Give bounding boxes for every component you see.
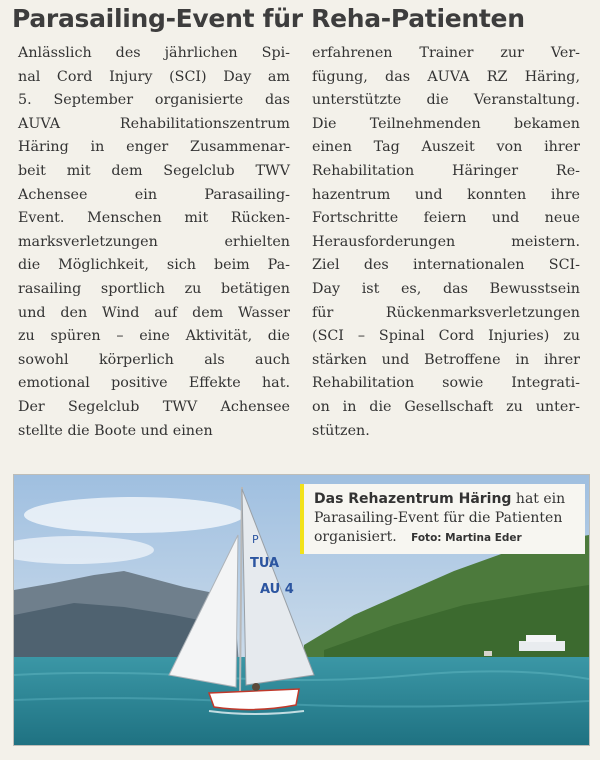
article-text-line: stellte die Boote und einen bbox=[18, 422, 213, 439]
article-text-line: Rehabilitation sowie Integrati- bbox=[312, 375, 580, 392]
article-text-line: emotional positive Effekte hat. bbox=[18, 375, 290, 392]
article-text-line: unterstützte die Veranstaltung. bbox=[312, 92, 580, 109]
article-text-line: und den Wind auf dem Wasser bbox=[18, 304, 290, 321]
article-text-line: marksverletzungen erhielten bbox=[18, 233, 290, 250]
article-text-line: hazentrum und konnten ihre bbox=[312, 186, 580, 203]
article-text-line: Der Segelclub TWV Achensee bbox=[18, 398, 290, 415]
article-text-line: einen Tag Auszeit von ihrer bbox=[312, 139, 580, 156]
article-text-line: AUVA Rehabilitationszentrum bbox=[18, 115, 290, 132]
article-text-line: zu spüren – eine Aktivität, die bbox=[18, 328, 290, 345]
photo-credit: Foto: Martina Eder bbox=[411, 532, 522, 544]
article-text-line: on in die Gesellschaft zu unter- bbox=[312, 398, 580, 415]
cloud bbox=[24, 497, 244, 533]
article-text-line: sowohl körperlich als auch bbox=[18, 351, 290, 368]
sail-letter: P bbox=[252, 533, 259, 546]
article-text-line: Day ist es, das Bewusstsein bbox=[312, 280, 580, 297]
article-text-line: stützen. bbox=[312, 422, 370, 439]
article-text-line: stärken und Betroffene in ihrer bbox=[312, 351, 580, 368]
boat-hull bbox=[209, 689, 299, 710]
article-text-line: Achensee ein Parasailing- bbox=[18, 186, 290, 203]
article-text-line: beit mit dem Segelclub TWV bbox=[18, 162, 290, 179]
article-text-line: Ziel des internationalen SCI- bbox=[312, 257, 580, 274]
article-text-line: rasailing sportlich zu betätigen bbox=[18, 280, 290, 297]
article-column-left bbox=[18, 42, 290, 443]
article-text-line: Die Teilnehmenden bekamen bbox=[312, 115, 580, 132]
photo-caption bbox=[300, 484, 585, 554]
article-text-line: für Rückenmarksverletzungen bbox=[312, 304, 580, 321]
article-text-line: nal Cord Injury (SCI) Day am bbox=[18, 68, 290, 85]
article-text-line: Anlässlich des jährlichen Spi- bbox=[18, 45, 290, 61]
article-text-line: die Möglichkeit, sich beim Pa- bbox=[18, 257, 290, 274]
sailor bbox=[252, 683, 260, 691]
article-column-right bbox=[312, 42, 580, 443]
article-text-line: fügung, das AUVA RZ Häring, bbox=[312, 68, 580, 85]
article-text-line: erfahrenen Trainer zur Ver- bbox=[312, 45, 580, 61]
sail-nation-code: TUA bbox=[250, 556, 280, 571]
article-text-line: (SCI – Spinal Cord Injuries) zu bbox=[312, 328, 580, 345]
article-headline: Parasailing-Event für Reha-Patienten bbox=[12, 4, 525, 33]
sail-number: AU 4 bbox=[260, 582, 294, 597]
article-text-line: Häring in enger Zusammenar- bbox=[18, 139, 290, 156]
ferry-boat bbox=[519, 641, 565, 651]
caption-text: hat ein Parasailing-Event für die Patienten organisiert. bbox=[314, 491, 566, 545]
article-text-line: Rehabilitation Häringer Re- bbox=[312, 162, 580, 179]
caption-highlight: Das Rehazentrum Häring bbox=[314, 491, 512, 507]
article-text-line: Fortschritte feiern und neue bbox=[312, 210, 580, 227]
article-text-line: 5. September organisierte das bbox=[18, 92, 290, 109]
article-text-line: Herausforderungen meistern. bbox=[312, 233, 580, 250]
article-text-line: Event. Menschen mit Rücken- bbox=[18, 210, 290, 227]
